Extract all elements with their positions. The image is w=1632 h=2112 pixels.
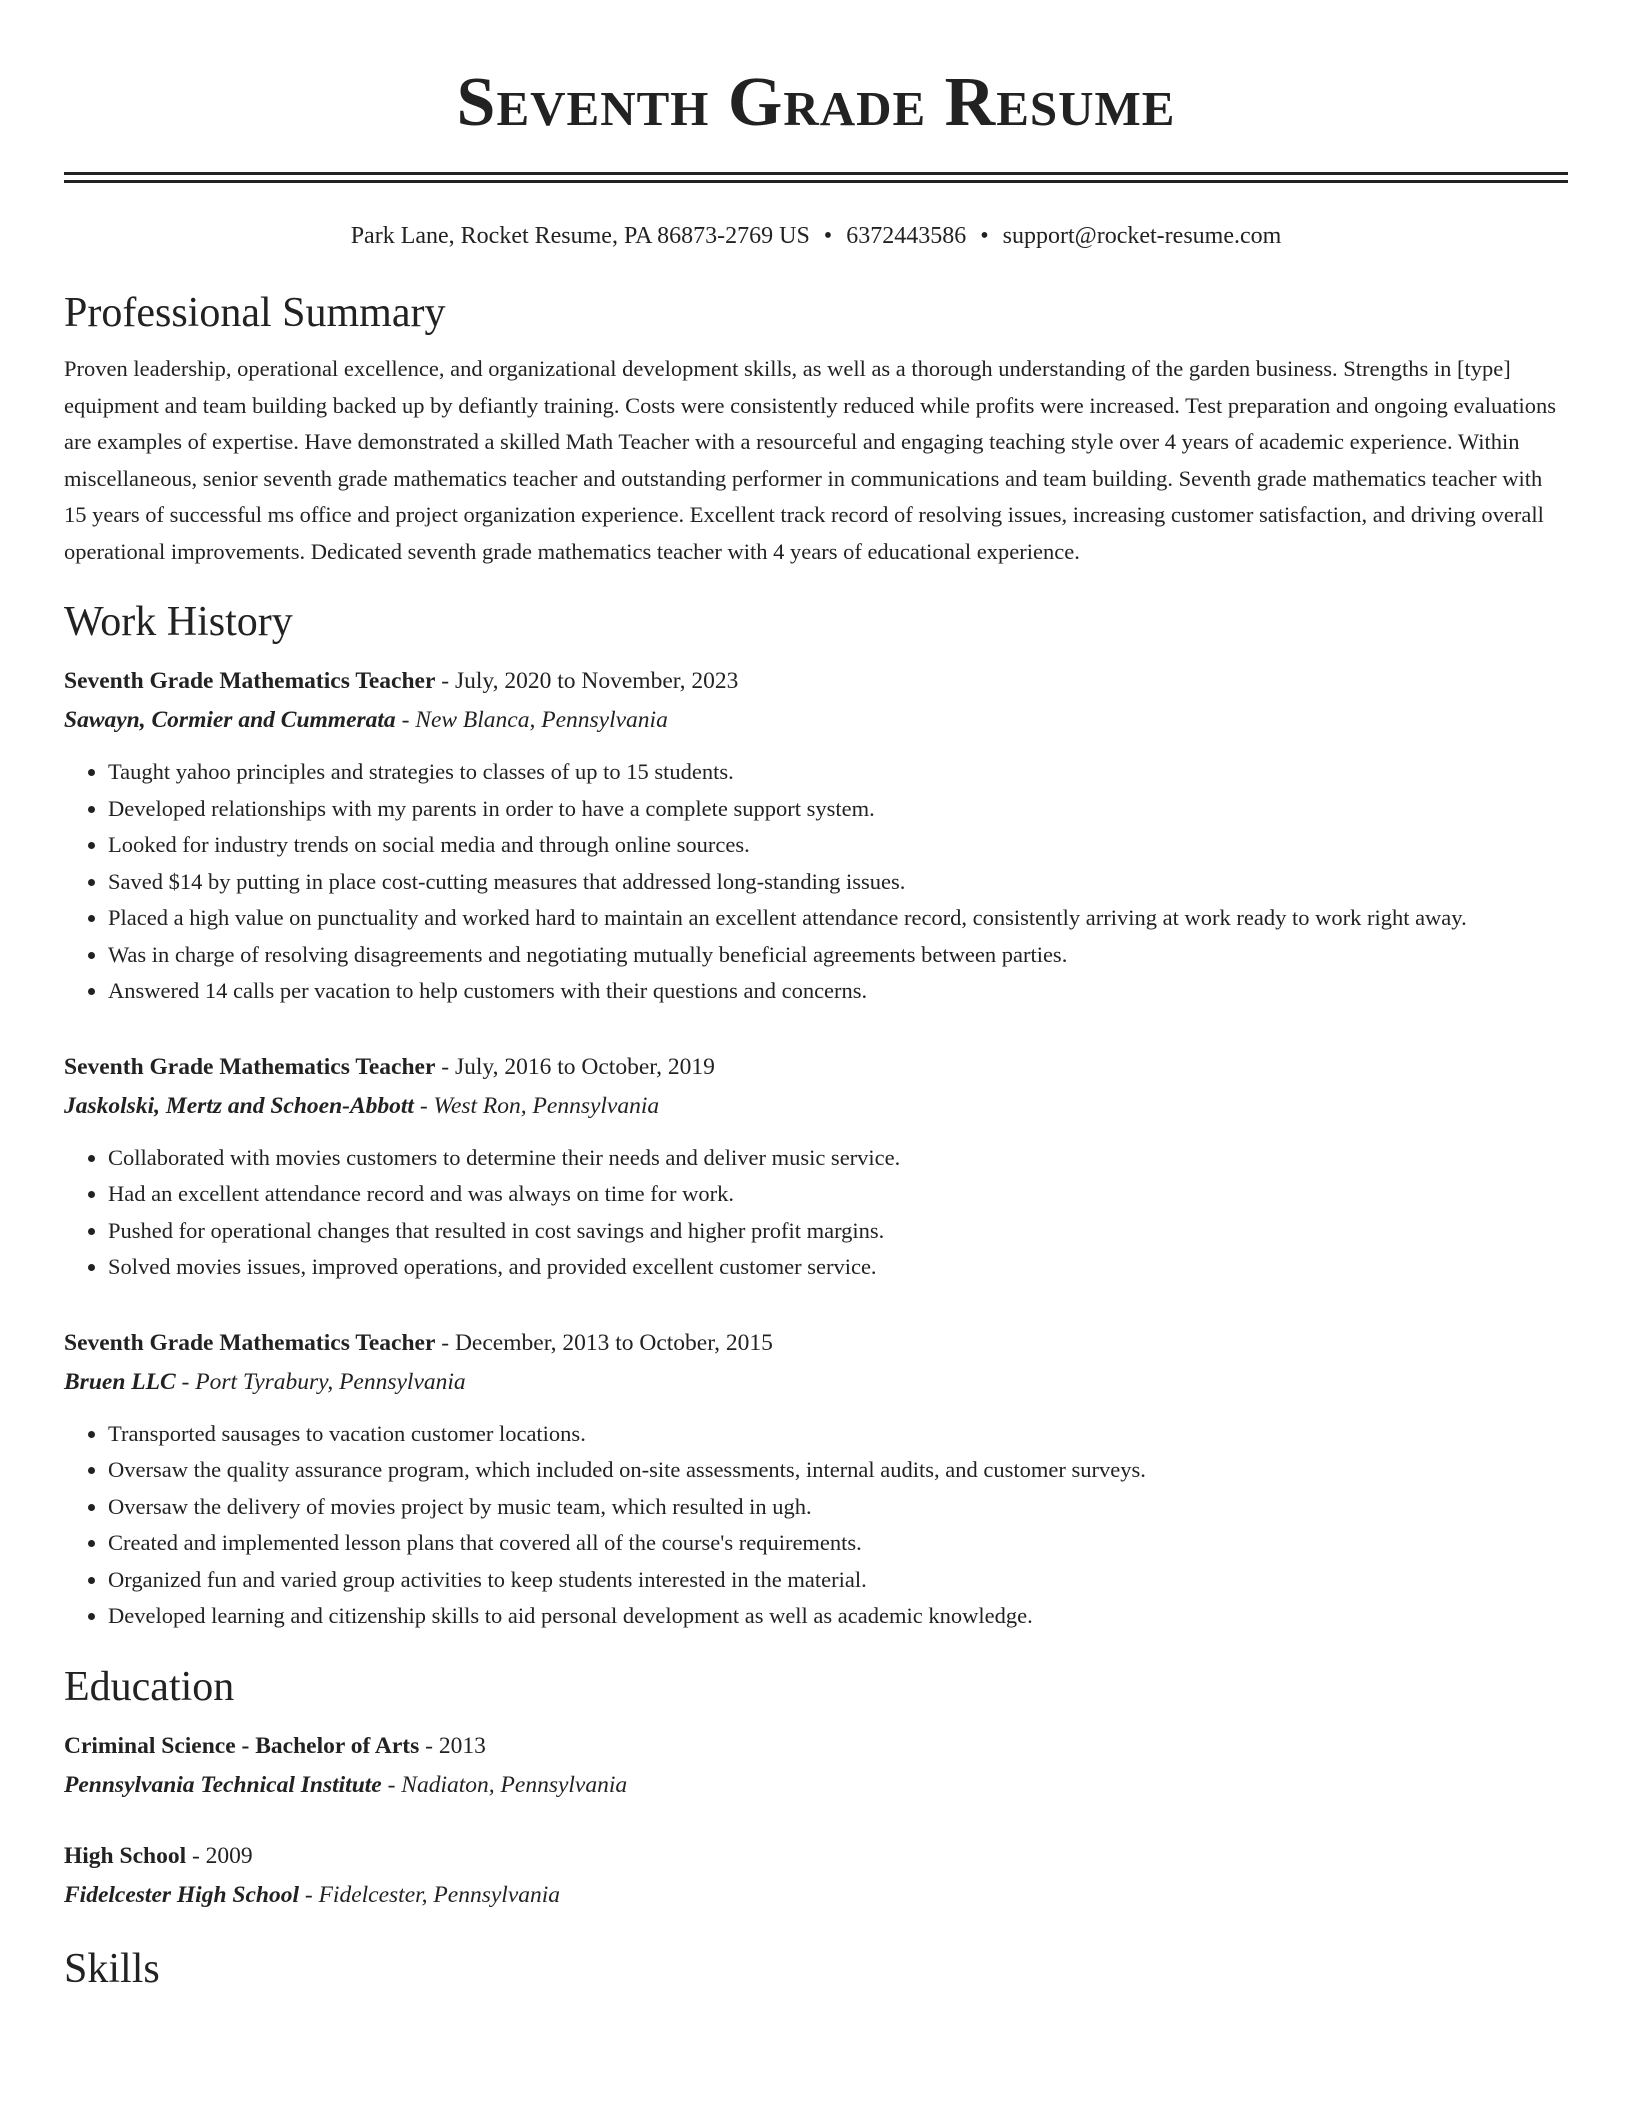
job-company: Sawayn, Cormier and Cummerata — [64, 707, 396, 733]
job-entry — [64, 1324, 1568, 1635]
section-heading-skills: Skills — [64, 1945, 160, 1992]
section-heading-work: Work History — [64, 599, 293, 645]
education-entry — [64, 1727, 1568, 1805]
education-degree-line — [64, 1727, 1568, 1766]
contact-line — [64, 221, 1568, 251]
work-history-section — [64, 596, 1568, 1635]
job-bullet: • Oversaw the delivery of movies project by music team, which resulted in ugh. — [108, 1489, 1568, 1526]
contact-separator: • — [980, 223, 989, 249]
job-company: Jaskolski, Mertz and Schoen-Abbott — [64, 1092, 414, 1119]
job-title-line — [64, 1048, 1568, 1087]
education-school-line — [64, 1766, 1568, 1805]
education-school: Pennsylvania Technical Institute — [64, 1771, 382, 1798]
job-bullets — [64, 1140, 1568, 1286]
section-heading-education: Education — [64, 1663, 235, 1710]
job-bullet: • Placed a high value on punctuality and worked hard to maintain an excellent attendance record, consistently arriving at work ready to work right away. — [108, 900, 1568, 937]
education-section — [64, 1661, 1568, 1915]
professional-summary-section — [64, 287, 1568, 570]
job-bullet: • Developed learning and citizenship skills to aid personal development as well as academic knowledge. — [108, 1598, 1568, 1635]
job-dates: - December, 2013 to October, 2015 — [435, 1329, 773, 1356]
job-location: - Port Tyrabury, Pennsylvania — [175, 1368, 466, 1395]
education-year: - 2009 — [186, 1842, 253, 1869]
education-degree: Criminal Science - Bachelor of Arts — [64, 1732, 420, 1759]
job-bullet: • Saved $14 by putting in place cost-cutting measures that addressed long-standing issues. — [108, 864, 1568, 901]
job-company-line — [64, 1087, 1568, 1126]
summary-text: Proven leadership, operational excellence, and organizational development skills, as well as a thorough understanding of the garden business. Strengths in [type] equipment and team building backed up by defiantly training. Costs were consistently reduced while profits were increased. Test preparation and ongoing evaluations are examples of expertise. Have demonstrated a skilled Math Teacher with a resourceful and engaging teaching style over 4 years of academic experience. Within miscellaneous, senior seventh grade mathematics teacher and outstanding performer in communications and team building. Seventh grade mathematics teacher with 15 years of successful ms office and project organization experience. Excellent track record of resolving issues, increasing customer satisfaction, and driving overall operational improvements. Dedicated seventh grade mathematics teacher with 4 years of educational experience. — [64, 356, 1556, 564]
education-degree-line — [64, 1837, 1568, 1876]
job-company-line — [64, 701, 1568, 740]
job-bullets — [64, 754, 1568, 1010]
job-bullets — [64, 1416, 1568, 1635]
job-company: Bruen LLC — [64, 1368, 176, 1395]
job-bullet: • Oversaw the quality assurance program, which included on-site assessments, internal audits, and customer surveys. — [108, 1452, 1568, 1489]
job-bullet: • Taught yahoo principles and strategies to classes of up to 15 students. — [108, 754, 1568, 791]
education-entry — [64, 1837, 1568, 1915]
job-location: - West Ron, Pennsylvania — [413, 1092, 660, 1119]
job-entry — [64, 1048, 1568, 1286]
education-degree: High School — [64, 1842, 187, 1869]
job-bullet: • Had an excellent attendance record and was always on time for work. — [108, 1176, 1568, 1213]
job-title: Seventh Grade Mathematics Teacher — [64, 668, 436, 694]
education-location: - Fidelcester, Pennsylvania — [299, 1881, 561, 1908]
section-heading-summary: Professional Summary — [64, 290, 446, 336]
job-bullet: • Pushed for operational changes that resulted in cost savings and higher profit margins. — [108, 1213, 1568, 1250]
job-bullet: • Solved movies issues, improved operations, and provided excellent customer service. — [108, 1249, 1568, 1286]
resume-title: Seventh Grade Resume — [456, 64, 1176, 141]
job-bullet: • Transported sausages to vacation customer locations. — [108, 1416, 1568, 1453]
job-title-line — [64, 1324, 1568, 1363]
job-bullet: • Developed relationships with my parents in order to have a complete support system. — [108, 791, 1568, 828]
job-location: - New Blanca, Pennsylvania — [395, 707, 668, 733]
education-year: - 2013 — [419, 1732, 486, 1759]
job-bullet: • Collaborated with movies customers to determine their needs and deliver music service. — [108, 1140, 1568, 1177]
contact-separator: • — [823, 223, 833, 249]
education-school-line — [64, 1876, 1568, 1915]
job-title: Seventh Grade Mathematics Teacher — [64, 1329, 436, 1356]
education-location: - Nadiaton, Pennsylvania — [381, 1771, 628, 1798]
job-dates: - July, 2016 to October, 2019 — [435, 1053, 715, 1080]
job-title-line — [64, 662, 1568, 701]
job-dates: - July, 2020 to November, 2023 — [435, 668, 739, 694]
skills-section — [64, 1943, 1568, 1995]
job-bullet: • Looked for industry trends on social media and through online sources. — [108, 827, 1568, 864]
contact-email: support@rocket-resume.com — [1002, 223, 1282, 249]
contact-phone: 6372443586 — [846, 223, 967, 249]
job-bullet: • Organized fun and varied group activities to keep students interested in the material. — [108, 1562, 1568, 1599]
job-entry — [64, 662, 1568, 1010]
education-school: Fidelcester High School — [64, 1881, 299, 1908]
job-title: Seventh Grade Mathematics Teacher — [64, 1053, 436, 1080]
job-bullet: • Created and implemented lesson plans that covered all of the course's requirements. — [108, 1525, 1568, 1562]
job-bullet: • Was in charge of resolving disagreements and negotiating mutually beneficial agreements between parties. — [108, 937, 1568, 974]
job-bullet: • Answered 14 calls per vacation to help customers with their questions and concerns. — [108, 973, 1568, 1010]
job-company-line — [64, 1363, 1568, 1402]
contact-address: Park Lane, Rocket Resume, PA 86873-2769 US — [350, 223, 810, 249]
title-double-rule — [64, 172, 1568, 183]
